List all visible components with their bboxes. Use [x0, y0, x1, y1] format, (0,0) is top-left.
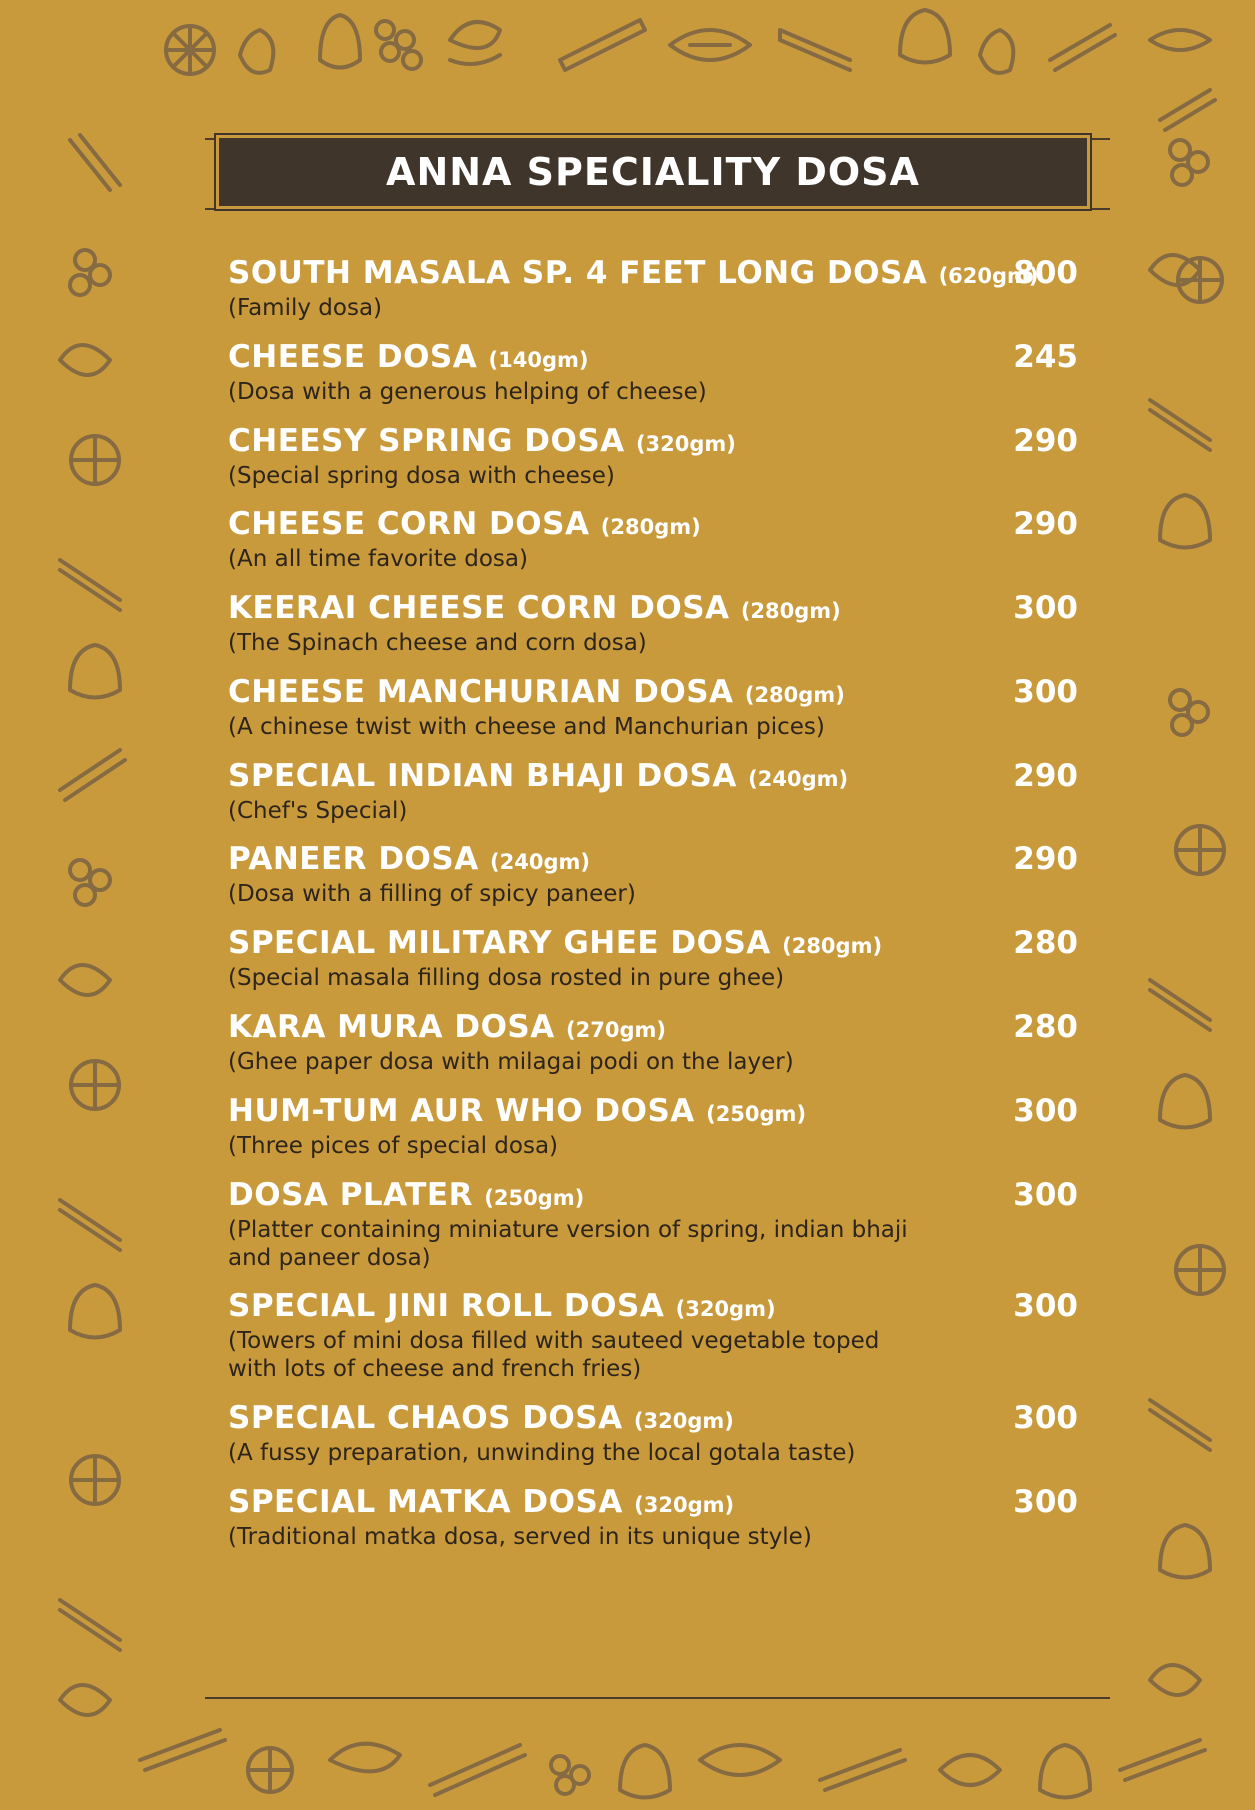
item-name: CHEESE MANCHURIAN DOSA — [228, 674, 734, 710]
item-weight: (280gm) — [600, 515, 701, 539]
item-name: CHEESE DOSA — [228, 339, 478, 375]
item-weight: (250gm) — [706, 1102, 807, 1126]
menu-item — [228, 590, 1078, 657]
item-name: SPECIAL INDIAN BHAJI DOSA — [228, 758, 737, 794]
item-weight: (140gm) — [488, 348, 589, 372]
item-description: (An all time favorite dosa) — [228, 546, 528, 572]
item-name: PANEER DOSA — [228, 841, 479, 877]
item-description: (Dosa with a generous helping of cheese) — [228, 379, 707, 405]
item-description: (Traditional matka dosa, served in its unique style) — [228, 1524, 812, 1550]
item-price: 300 — [1013, 1288, 1078, 1324]
bottom-rule — [205, 1697, 1110, 1699]
item-price: 300 — [1013, 1484, 1078, 1520]
item-price: 290 — [1013, 758, 1078, 794]
item-name: DOSA PLATER — [228, 1177, 473, 1213]
item-price: 800 — [1013, 255, 1078, 291]
item-name: CHEESY SPRING DOSA — [228, 423, 625, 459]
item-price: 290 — [1013, 423, 1078, 459]
garlic-icon — [320, 15, 360, 68]
item-name: SPECIAL JINI ROLL DOSA — [228, 1288, 665, 1324]
item-name: SPECIAL CHAOS DOSA — [228, 1400, 623, 1436]
item-name: SPECIAL MILITARY GHEE DOSA — [228, 925, 771, 961]
menu-item — [228, 925, 1078, 992]
menu-item — [228, 1177, 1078, 1272]
item-name: SOUTH MASALA SP. 4 FEET LONG DOSA — [228, 255, 928, 291]
item-weight: (320gm) — [675, 1297, 776, 1321]
menu-item — [228, 255, 1078, 322]
menu-item — [228, 1484, 1078, 1551]
item-name: KEERAI CHEESE CORN DOSA — [228, 590, 730, 626]
item-price: 300 — [1013, 1093, 1078, 1129]
item-weight: (280gm) — [744, 683, 845, 707]
item-description: (Family dosa) — [228, 295, 383, 321]
item-price: 280 — [1013, 925, 1078, 961]
item-description: (The Spinach cheese and corn dosa) — [228, 630, 647, 656]
item-weight: (250gm) — [484, 1186, 585, 1210]
item-description: (Ghee paper dosa with milagai podi on the layer) — [228, 1049, 794, 1075]
menu-item — [228, 1093, 1078, 1160]
item-weight: (280gm) — [782, 934, 883, 958]
item-price: 300 — [1013, 590, 1078, 626]
item-price: 290 — [1013, 506, 1078, 542]
item-weight: (280gm) — [740, 599, 841, 623]
item-name: SPECIAL MATKA DOSA — [228, 1484, 623, 1520]
item-weight: (620gm) — [938, 264, 1039, 288]
item-description: (Platter containing miniature version of spring, indian bhaji and paneer dosa) — [228, 1217, 908, 1271]
item-description: (Three pices of special dosa) — [228, 1133, 559, 1159]
item-description: (Dosa with a filling of spicy paneer) — [228, 881, 636, 907]
menu-item — [228, 423, 1078, 490]
item-weight: (270gm) — [566, 1018, 666, 1042]
item-description: (Special spring dosa with cheese) — [228, 463, 615, 489]
item-weight: (240gm) — [748, 767, 849, 791]
item-weight: (320gm) — [634, 1493, 735, 1517]
item-price: 300 — [1013, 674, 1078, 710]
item-weight: (320gm) — [633, 1409, 734, 1433]
item-description: (Chef's Special) — [228, 798, 408, 824]
item-description: (A chinese twist with cheese and Manchurian pices) — [228, 714, 825, 740]
menu-item — [228, 1288, 1078, 1383]
item-weight: (240gm) — [490, 850, 590, 874]
item-name: CHEESE CORN DOSA — [228, 506, 590, 542]
item-description: (Special masala filling dosa rosted in pure ghee) — [228, 965, 785, 991]
item-name: KARA MURA DOSA — [228, 1009, 555, 1045]
item-price: 300 — [1013, 1177, 1078, 1213]
item-name: HUM-TUM AUR WHO DOSA — [228, 1093, 695, 1129]
item-weight: (320gm) — [635, 432, 736, 456]
item-price: 300 — [1013, 1400, 1078, 1436]
herb-leaf-icon — [240, 30, 273, 73]
item-price: 245 — [1013, 339, 1078, 375]
menu-item — [228, 674, 1078, 741]
cinnamon-icon — [560, 20, 645, 70]
item-description: (Towers of mini dosa filled with sauteed vegetable toped with lots of cheese and french fries) — [228, 1328, 880, 1382]
menu-item — [228, 758, 1078, 825]
item-price: 290 — [1013, 841, 1078, 877]
menu-item — [228, 841, 1078, 908]
item-price: 280 — [1013, 1009, 1078, 1045]
section-title: ANNA SPECIALITY DOSA — [386, 150, 920, 194]
menu-item — [228, 506, 1078, 573]
item-description: (A fussy preparation, unwinding the local gotala taste) — [228, 1440, 856, 1466]
menu-item — [228, 1400, 1078, 1467]
top-rule-lower — [205, 208, 1110, 210]
menu-item — [228, 339, 1078, 406]
section-banner — [219, 138, 1087, 206]
menu-item — [228, 1009, 1078, 1076]
